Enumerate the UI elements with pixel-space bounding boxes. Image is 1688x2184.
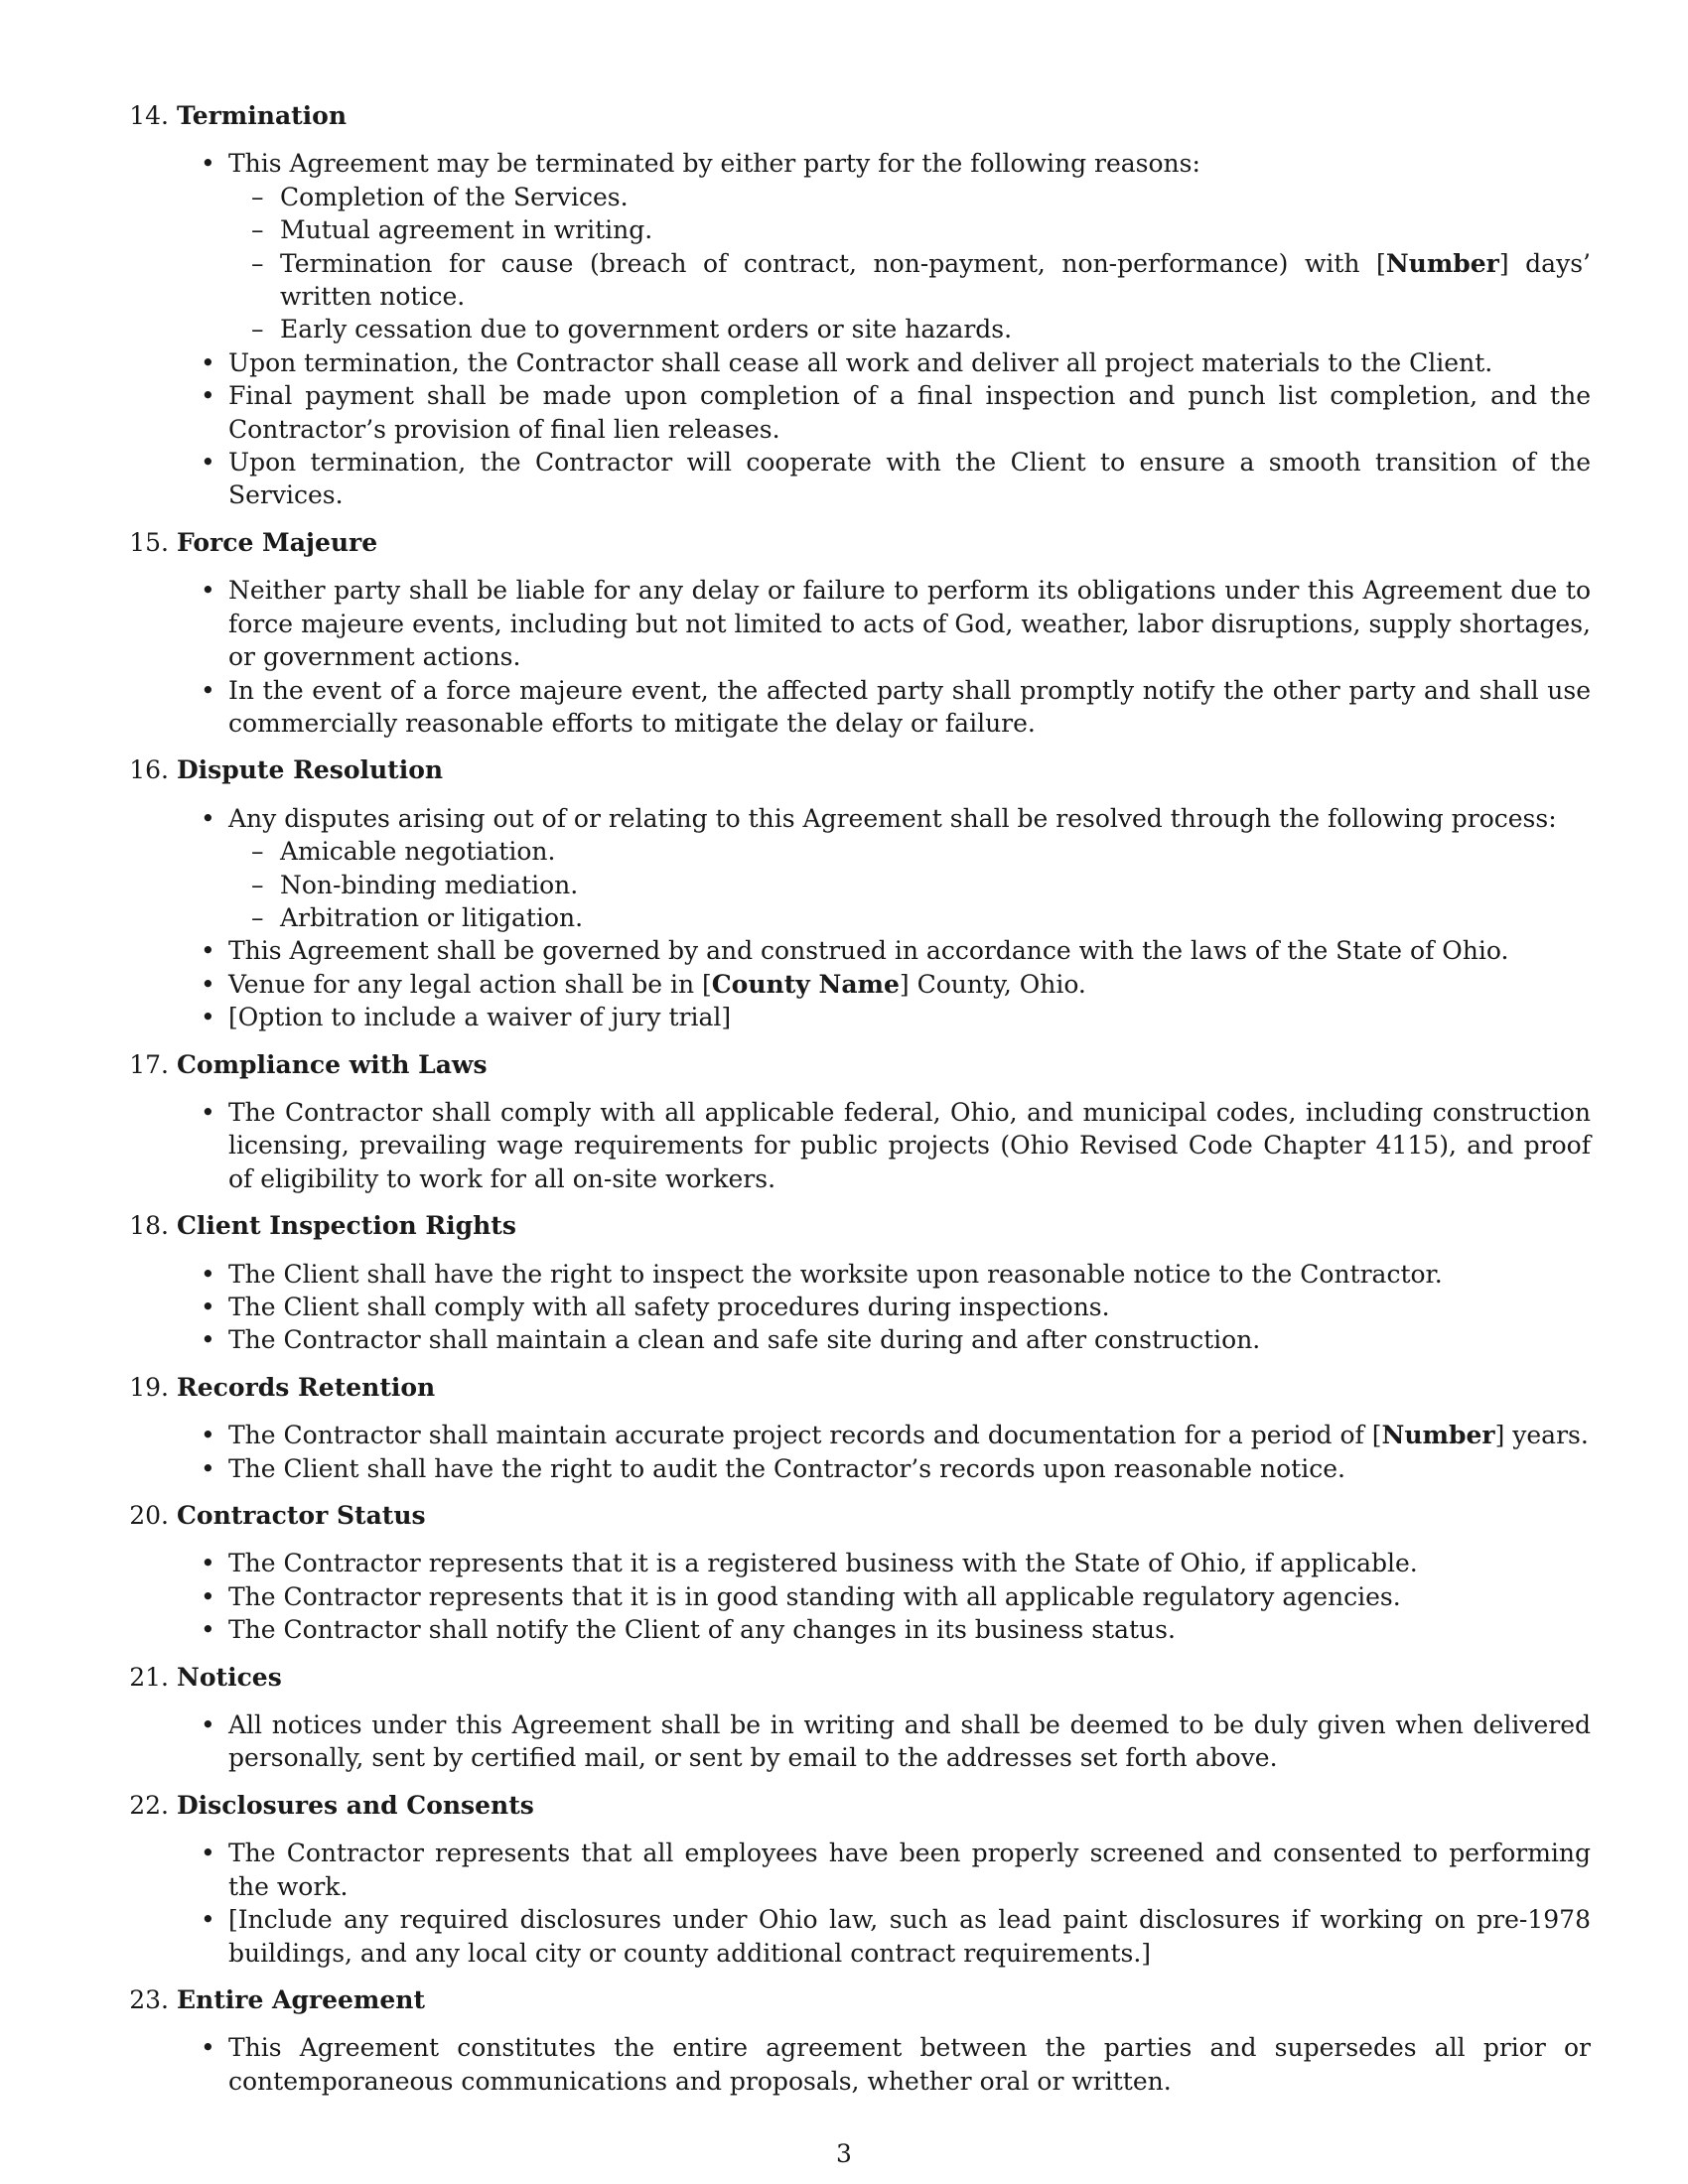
sub-list-item <box>280 247 1591 314</box>
list-item: • The Contractor shall notify the Client of any changes in its business status. <box>228 1613 1591 1646</box>
section-notices <box>117 1661 1591 1775</box>
section-inspection-rights <box>117 1209 1591 1357</box>
section-heading <box>117 1789 1591 1822</box>
list-item: • The Client shall have the right to inspect the worksite upon reasonable notice to the Contractor. <box>228 1258 1591 1291</box>
section-heading <box>117 1209 1591 1242</box>
section-number: 22. <box>129 1790 169 1820</box>
list-item: • Final payment shall be made upon completion of a final inspection and punch list completion, and the Contractor’s provision of final lien releases. <box>228 379 1591 446</box>
sub-list-item: – Arbitration or litigation. <box>280 901 1591 934</box>
section-heading <box>117 526 1591 559</box>
sub-list-item: – Amicable negotiation. <box>280 835 1591 868</box>
bullet-list <box>117 1258 1591 1357</box>
text-run: The Contractor shall maintain accurate project records and documentation for a period of [ <box>228 1421 1382 1450</box>
section-number: 17. <box>129 1049 169 1079</box>
list-item <box>228 968 1591 1001</box>
bullet-list <box>117 1837 1591 1970</box>
placeholder-county: County Name <box>711 969 900 999</box>
bullet-list <box>117 1419 1591 1485</box>
bullet-list <box>117 147 1591 511</box>
list-item: • The Contractor shall maintain a clean and safe site during and after construction. <box>228 1323 1591 1356</box>
list-item: • The Client shall have the right to audit the Contractor’s records upon reasonable notice. <box>228 1452 1591 1485</box>
section-title: Compliance with Laws <box>177 1049 488 1079</box>
section-title: Contractor Status <box>177 1501 426 1531</box>
list-item: • The Client shall comply with all safety procedures during inspections. <box>228 1291 1591 1323</box>
section-number: 16. <box>129 755 169 785</box>
section-number: 21. <box>129 1662 169 1692</box>
text-run: ] years. <box>1494 1421 1589 1450</box>
section-number: 18. <box>129 1211 169 1241</box>
list-item: • This Agreement shall be governed by and construed in accordance with the laws of the State of Ohio. <box>228 934 1591 967</box>
section-force-majeure <box>117 526 1591 740</box>
section-records-retention <box>117 1371 1591 1485</box>
section-heading <box>117 1499 1591 1532</box>
section-compliance <box>117 1048 1591 1196</box>
text-run: Venue for any legal action shall be in [ <box>228 969 712 999</box>
list-item: • The Contractor represents that all employees have been properly screened and consented to performing the work. <box>228 1837 1591 1903</box>
section-title: Notices <box>177 1662 282 1692</box>
sub-list-item: – Non-binding mediation. <box>280 869 1591 901</box>
section-heading <box>117 1661 1591 1694</box>
bullet-list <box>117 802 1591 1034</box>
text-run: ] days’ written notice. <box>280 248 1591 312</box>
bullet-list <box>117 1708 1591 1775</box>
section-title: Entire Agreement <box>177 1984 425 2014</box>
section-heading <box>117 1048 1591 1081</box>
sub-list <box>228 181 1591 346</box>
text-run: ] County, Ohio. <box>899 969 1086 999</box>
list-item: • The Contractor represents that it is in good standing with all applicable regulatory agencies. <box>228 1580 1591 1613</box>
list-item: • All notices under this Agreement shall be in writing and shall be deemed to be duly given when delivered personally, sent by certified mail, or sent by email to the addresses set forth above. <box>228 1708 1591 1775</box>
list-item-text: This Agreement may be terminated by either party for the following reasons: <box>228 149 1200 179</box>
bullet-list <box>117 1547 1591 1646</box>
list-item: • This Agreement constitutes the entire agreement between the parties and supersedes all prior or contemporaneous communications and proposals, whether oral or written. <box>228 2031 1591 2098</box>
text-run: Termination for cause (breach of contract, non-payment, non-performance) with [ <box>280 248 1386 278</box>
section-title: Dispute Resolution <box>177 755 444 785</box>
list-item: • [Include any required disclosures under Ohio law, such as lead paint disclosures if working on pre-1978 buildings, and any local city or county additional contract requirements.] <box>228 1903 1591 1970</box>
list-item <box>228 1419 1591 1451</box>
section-heading <box>117 753 1591 786</box>
bullet-list <box>117 574 1591 740</box>
section-dispute-resolution <box>117 753 1591 1033</box>
list-item-text: Any disputes arising out of or relating to this Agreement shall be resolved through the following process: <box>228 803 1557 833</box>
section-heading <box>117 1371 1591 1404</box>
bullet-list <box>117 1096 1591 1195</box>
section-heading <box>117 1983 1591 2016</box>
section-title: Termination <box>177 101 348 130</box>
sub-list-item: – Completion of the Services. <box>280 181 1591 213</box>
section-number: 19. <box>129 1372 169 1402</box>
section-title: Force Majeure <box>177 527 378 557</box>
section-contractor-status <box>117 1499 1591 1647</box>
list-item: • The Contractor represents that it is a registered business with the State of Ohio, if applicable. <box>228 1547 1591 1579</box>
list-item: • Upon termination, the Contractor shall cease all work and deliver all project materials to the Client. <box>228 346 1591 379</box>
section-number: 15. <box>129 527 169 557</box>
section-number: 14. <box>129 101 169 130</box>
section-entire-agreement <box>117 1983 1591 2098</box>
section-termination <box>117 99 1591 512</box>
section-number: 20. <box>129 1501 169 1531</box>
placeholder-number: Number <box>1385 248 1499 278</box>
page-number: 3 <box>836 2139 852 2168</box>
document-page <box>117 99 1591 2112</box>
section-number: 23. <box>129 1984 169 2014</box>
list-item: • Upon termination, the Contractor will cooperate with the Client to ensure a smooth transition of the Services. <box>228 446 1591 512</box>
list-item: • In the event of a force majeure event, the affected party shall promptly notify the other party and shall use commercially reasonable efforts to mitigate the delay or failure. <box>228 674 1591 741</box>
section-disclosures <box>117 1789 1591 1970</box>
list-item <box>228 147 1591 345</box>
list-item: • Neither party shall be liable for any delay or failure to perform its obligations under this Agreement due to force majeure events, including but not limited to acts of God, weather, labor disruptions, supply shortages, or government actions. <box>228 574 1591 673</box>
sub-list <box>228 835 1591 934</box>
sub-list-item: – Early cessation due to government orders or site hazards. <box>280 313 1591 345</box>
section-title: Records Retention <box>177 1372 436 1402</box>
section-title: Disclosures and Consents <box>177 1790 534 1820</box>
bullet-list <box>117 2031 1591 2098</box>
list-item: • The Contractor shall comply with all applicable federal, Ohio, and municipal codes, including construction licensing, prevailing wage requirements for public projects (Ohio Revised Code Chapter 4115), and proof of eligibility to work for all on-site workers. <box>228 1096 1591 1195</box>
section-heading <box>117 99 1591 132</box>
list-item <box>228 802 1591 935</box>
list-item: • [Option to include a waiver of jury trial] <box>228 1001 1591 1033</box>
section-title: Client Inspection Rights <box>177 1211 516 1241</box>
sub-list-item: – Mutual agreement in writing. <box>280 213 1591 246</box>
placeholder-number: Number <box>1381 1421 1495 1450</box>
